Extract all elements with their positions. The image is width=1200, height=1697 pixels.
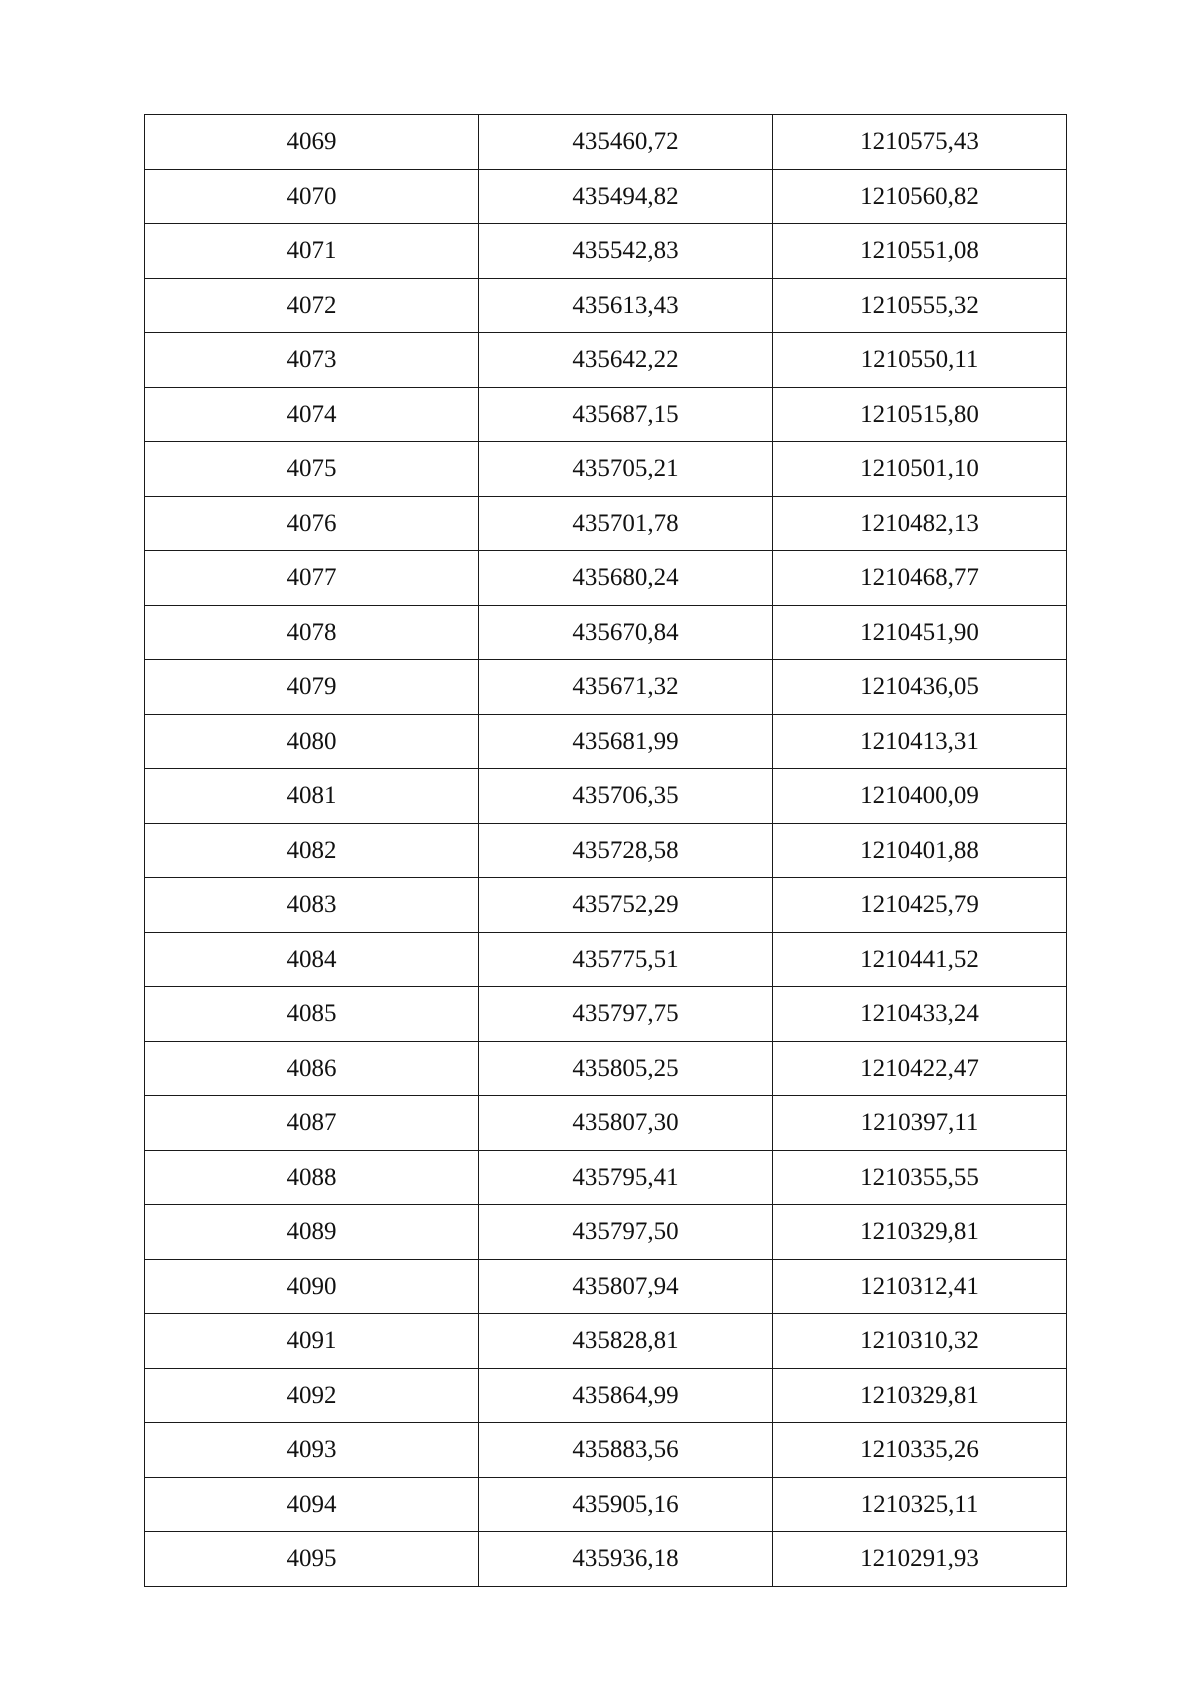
x-coordinate-cell: 435828,81 xyxy=(479,1314,773,1369)
x-coordinate-cell: 435936,18 xyxy=(479,1532,773,1587)
point-number-cell: 4091 xyxy=(145,1314,479,1369)
point-number-cell: 4093 xyxy=(145,1423,479,1478)
x-coordinate-cell: 435864,99 xyxy=(479,1368,773,1423)
table-row xyxy=(145,1096,1067,1151)
y-coordinate-cell: 1210468,77 xyxy=(773,551,1067,606)
point-number-cell: 4088 xyxy=(145,1150,479,1205)
x-coordinate-cell: 435752,29 xyxy=(479,878,773,933)
table-row xyxy=(145,224,1067,279)
x-coordinate-cell: 435775,51 xyxy=(479,932,773,987)
x-coordinate-cell: 435797,50 xyxy=(479,1205,773,1260)
y-coordinate-cell: 1210501,10 xyxy=(773,442,1067,497)
y-coordinate-cell: 1210325,11 xyxy=(773,1477,1067,1532)
table-row xyxy=(145,660,1067,715)
y-coordinate-cell: 1210551,08 xyxy=(773,224,1067,279)
table-row xyxy=(145,823,1067,878)
point-number-cell: 4072 xyxy=(145,278,479,333)
y-coordinate-cell: 1210575,43 xyxy=(773,115,1067,170)
table-row xyxy=(145,987,1067,1042)
y-coordinate-cell: 1210329,81 xyxy=(773,1205,1067,1260)
y-coordinate-cell: 1210515,80 xyxy=(773,387,1067,442)
x-coordinate-cell: 435680,24 xyxy=(479,551,773,606)
point-number-cell: 4080 xyxy=(145,714,479,769)
table-row xyxy=(145,1532,1067,1587)
x-coordinate-cell: 435671,32 xyxy=(479,660,773,715)
table-row xyxy=(145,878,1067,933)
table-row xyxy=(145,387,1067,442)
point-number-cell: 4077 xyxy=(145,551,479,606)
y-coordinate-cell: 1210433,24 xyxy=(773,987,1067,1042)
point-number-cell: 4084 xyxy=(145,932,479,987)
y-coordinate-cell: 1210401,88 xyxy=(773,823,1067,878)
point-number-cell: 4086 xyxy=(145,1041,479,1096)
table-row xyxy=(145,115,1067,170)
table-row xyxy=(145,1423,1067,1478)
x-coordinate-cell: 435795,41 xyxy=(479,1150,773,1205)
point-number-cell: 4087 xyxy=(145,1096,479,1151)
point-number-cell: 4082 xyxy=(145,823,479,878)
y-coordinate-cell: 1210560,82 xyxy=(773,169,1067,224)
table-row xyxy=(145,1259,1067,1314)
y-coordinate-cell: 1210555,32 xyxy=(773,278,1067,333)
y-coordinate-cell: 1210355,55 xyxy=(773,1150,1067,1205)
coordinates-table xyxy=(144,114,1067,1587)
table-row xyxy=(145,442,1067,497)
point-number-cell: 4073 xyxy=(145,333,479,388)
point-number-cell: 4095 xyxy=(145,1532,479,1587)
table-row xyxy=(145,1314,1067,1369)
table-row xyxy=(145,932,1067,987)
table-row xyxy=(145,496,1067,551)
x-coordinate-cell: 435807,30 xyxy=(479,1096,773,1151)
table-row xyxy=(145,1150,1067,1205)
x-coordinate-cell: 435705,21 xyxy=(479,442,773,497)
x-coordinate-cell: 435460,72 xyxy=(479,115,773,170)
x-coordinate-cell: 435905,16 xyxy=(479,1477,773,1532)
y-coordinate-cell: 1210422,47 xyxy=(773,1041,1067,1096)
y-coordinate-cell: 1210482,13 xyxy=(773,496,1067,551)
x-coordinate-cell: 435642,22 xyxy=(479,333,773,388)
point-number-cell: 4090 xyxy=(145,1259,479,1314)
y-coordinate-cell: 1210550,11 xyxy=(773,333,1067,388)
x-coordinate-cell: 435681,99 xyxy=(479,714,773,769)
table-row xyxy=(145,1205,1067,1260)
point-number-cell: 4069 xyxy=(145,115,479,170)
x-coordinate-cell: 435701,78 xyxy=(479,496,773,551)
table-row xyxy=(145,278,1067,333)
y-coordinate-cell: 1210291,93 xyxy=(773,1532,1067,1587)
point-number-cell: 4076 xyxy=(145,496,479,551)
table-row xyxy=(145,605,1067,660)
y-coordinate-cell: 1210413,31 xyxy=(773,714,1067,769)
point-number-cell: 4089 xyxy=(145,1205,479,1260)
table-row xyxy=(145,769,1067,824)
point-number-cell: 4078 xyxy=(145,605,479,660)
x-coordinate-cell: 435613,43 xyxy=(479,278,773,333)
point-number-cell: 4092 xyxy=(145,1368,479,1423)
y-coordinate-cell: 1210335,26 xyxy=(773,1423,1067,1478)
y-coordinate-cell: 1210436,05 xyxy=(773,660,1067,715)
y-coordinate-cell: 1210425,79 xyxy=(773,878,1067,933)
coordinates-table-body xyxy=(145,115,1067,1587)
y-coordinate-cell: 1210312,41 xyxy=(773,1259,1067,1314)
point-number-cell: 4085 xyxy=(145,987,479,1042)
x-coordinate-cell: 435807,94 xyxy=(479,1259,773,1314)
point-number-cell: 4070 xyxy=(145,169,479,224)
table-row xyxy=(145,714,1067,769)
table-row xyxy=(145,1041,1067,1096)
point-number-cell: 4079 xyxy=(145,660,479,715)
y-coordinate-cell: 1210397,11 xyxy=(773,1096,1067,1151)
x-coordinate-cell: 435728,58 xyxy=(479,823,773,878)
point-number-cell: 4074 xyxy=(145,387,479,442)
y-coordinate-cell: 1210400,09 xyxy=(773,769,1067,824)
y-coordinate-cell: 1210310,32 xyxy=(773,1314,1067,1369)
x-coordinate-cell: 435687,15 xyxy=(479,387,773,442)
point-number-cell: 4081 xyxy=(145,769,479,824)
x-coordinate-cell: 435670,84 xyxy=(479,605,773,660)
y-coordinate-cell: 1210451,90 xyxy=(773,605,1067,660)
table-row xyxy=(145,1477,1067,1532)
x-coordinate-cell: 435797,75 xyxy=(479,987,773,1042)
point-number-cell: 4094 xyxy=(145,1477,479,1532)
y-coordinate-cell: 1210441,52 xyxy=(773,932,1067,987)
point-number-cell: 4083 xyxy=(145,878,479,933)
table-row xyxy=(145,551,1067,606)
table-row xyxy=(145,169,1067,224)
x-coordinate-cell: 435883,56 xyxy=(479,1423,773,1478)
x-coordinate-cell: 435542,83 xyxy=(479,224,773,279)
point-number-cell: 4075 xyxy=(145,442,479,497)
table-row xyxy=(145,333,1067,388)
x-coordinate-cell: 435706,35 xyxy=(479,769,773,824)
table-row xyxy=(145,1368,1067,1423)
point-number-cell: 4071 xyxy=(145,224,479,279)
x-coordinate-cell: 435805,25 xyxy=(479,1041,773,1096)
x-coordinate-cell: 435494,82 xyxy=(479,169,773,224)
y-coordinate-cell: 1210329,81 xyxy=(773,1368,1067,1423)
